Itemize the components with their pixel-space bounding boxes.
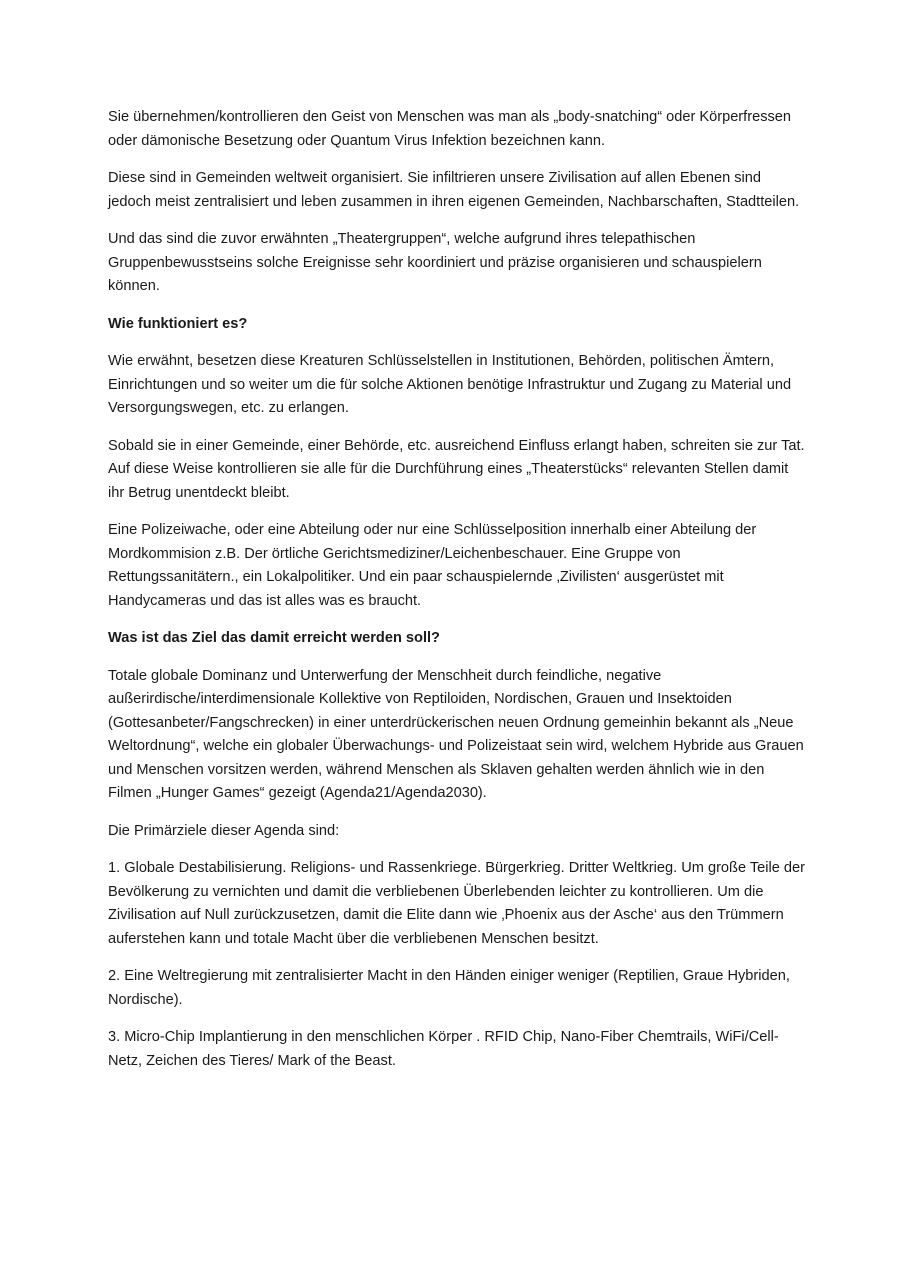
list-item-1: 1. Globale Destabilisierung. Religions- und Rassenkriege. Bürgerkrieg. Dritter Weltkrieg. Um große Teile der Bevölkerung zu vernichten und damit die verbliebenen Überlebenden leichter zu kontrollieren. Um die Zivilisation auf Null zurückzusetzen, damit die Elite dann wie ‚Phoenix aus der Asche‘ aus den Trümmern auferstehen kann und totale Macht über die verbliebenen Menschen besitzt.: [108, 860, 806, 947]
paragraph-primaerziele: Die Primärziele dieser Agenda sind:: [108, 822, 340, 839]
heading-ziel: Was ist das Ziel das damit erreicht werden soll?: [108, 630, 440, 646]
paragraph-theatergruppen: Und das sind die zuvor erwähnten „Theatergruppen“, welche aufgrund ihres telepathischen Gruppenbewusstseins solche Ereignisse sehr koordiniert und präzise organisieren und schauspielern können.: [108, 231, 762, 294]
paragraph-polizeiwache: Eine Polizeiwache, oder eine Abteilung oder nur eine Schlüsselposition innerhalb einer Abteilung der Mordkommision z.B. Der örtliche Gerichtsmediziner/Leichenbeschauer. Eine Gruppe von Rettungssanitätern., ein Lokalpolitiker. Und ein paar schauspielernde ‚Zivilisten‘ ausgerüstet mit Handycameras und das ist alles was es braucht.: [108, 522, 757, 609]
paragraph-gemeinden: Diese sind in Gemeinden weltweit organisiert. Sie infiltrieren unsere Zivilisation auf allen Ebenen sind jedoch meist zentralisiert und leben zusammen in ihren eigenen Gemeinden, Nachbarschaften, Stadtteilen.: [108, 170, 800, 210]
list-item-3: 3. Micro-Chip Implantierung in den menschlichen Körper . RFID Chip, Nano-Fiber Chemtrails, WiFi/Cell-Netz, Zeichen des Tieres/ Mark of the Beast.: [108, 1029, 779, 1069]
paragraph-einfluss: Sobald sie in einer Gemeinde, einer Behörde, etc. ausreichend Einfluss erlangt haben, schreiten sie zur Tat. Auf diese Weise kontrollieren sie alle für die Durchführung eines „Theaterstücks“ relevanten Stellen damit ihr Betrug unentdeckt bleibt.: [108, 437, 805, 501]
paragraph-dominanz: Totale globale Dominanz und Unterwerfung der Menschheit durch feindliche, negative außerirdische/interdimensionale Kollektive von Reptiloiden, Nordischen, Grauen und Insektoiden (Gottesanbeter/Fangschrecken) in einer unterdrückerischen neuen Ordnung gemeinhin bekannt als „Neue Weltordnung“, welche ein globaler Überwachungs- und Polizeistaat sein wird, welchem Hybride aus Grauen und Menschen vorsitzen werden, während Menschen als Sklaven gehalten werden ähnlich wie in den Filmen „Hunger Games“ gezeigt (Agenda21/Agenda2030).: [108, 667, 804, 801]
paragraph-schluesselstellen: Wie erwähnt, besetzen diese Kreaturen Schlüsselstellen in Institutionen, Behörden, politischen Ämtern, Einrichtungen und so weiter um die für solche Aktionen benötige Infrastruktur und Zugang zu Material und Versorgungswegen, etc. zu erlangen.: [108, 353, 792, 416]
paragraph-body-snatching: Sie übernehmen/kontrollieren den Geist von Menschen was man als „body-snatching“ oder Körperfressen oder dämonische Besetzung oder Quantum Virus Infektion bezeichnen kann.: [108, 109, 792, 149]
heading-wie-funktioniert: Wie funktioniert es?: [108, 315, 248, 332]
document-page: [108, 106, 808, 1087]
list-item-2: 2. Eine Weltregierung mit zentralisierter Macht in den Händen einiger weniger (Reptilien, Graue Hybriden, Nordische).: [108, 968, 790, 1008]
